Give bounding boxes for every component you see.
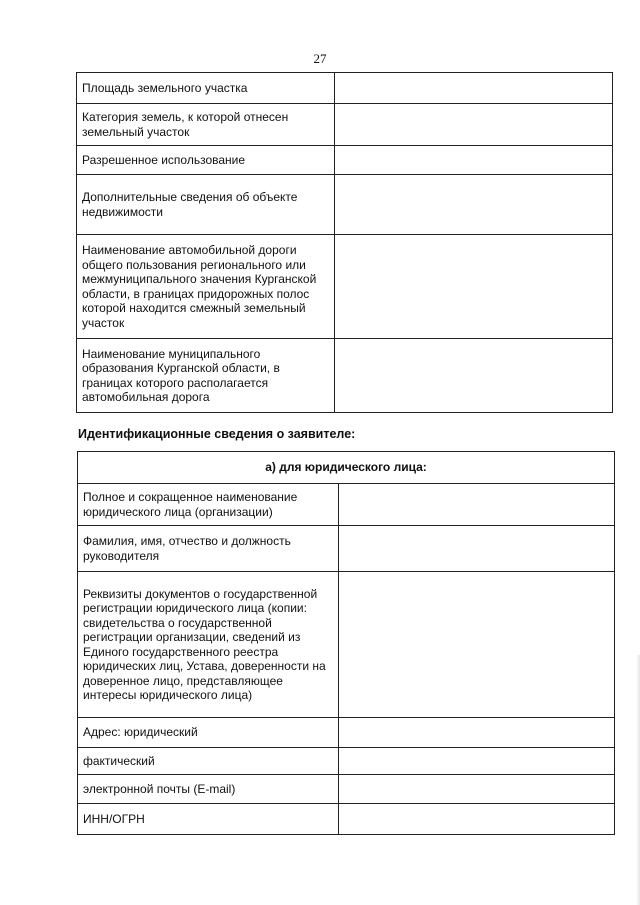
table-row (77, 146, 613, 175)
table-row (78, 572, 615, 718)
table-row (78, 526, 615, 572)
table-row (77, 73, 613, 104)
field-value-registration-docs[interactable] (339, 572, 615, 718)
field-label-permitted-use: Разрешенное использование (77, 146, 335, 175)
page-number: 27 (313, 51, 327, 66)
property-info-table (76, 72, 613, 413)
table-row (78, 718, 615, 748)
applicant-section-heading: Идентификационные сведения о заявителе: (78, 427, 356, 441)
field-label-org-name: Полное и сокращенное наименование юридического лица (организации) (78, 484, 339, 526)
field-label-director: Фамилия, имя, отчество и должность руководителя (78, 526, 339, 572)
applicant-info-table (77, 451, 615, 835)
legal-entity-subheader: а) для юридического лица: (78, 452, 615, 484)
field-value-municipality[interactable] (335, 339, 613, 413)
field-label-land-category: Категория земель, к которой отнесен земельный участок (77, 104, 335, 146)
field-value-actual-address[interactable] (339, 748, 615, 775)
table-row (77, 235, 613, 339)
field-value-land-category[interactable] (335, 104, 613, 146)
field-label-legal-address: Адрес: юридический (78, 718, 339, 748)
table-row (77, 104, 613, 146)
field-value-additional-info[interactable] (335, 175, 613, 235)
field-value-road-name[interactable] (335, 235, 613, 339)
field-label-road-name: Наименование автомобильной дороги общего пользования регионального или межмуниципального значения Курганской области, в границах придорожных полос которой находится смежный земельный участок (77, 235, 335, 339)
table-row (78, 452, 615, 484)
table-row (78, 748, 615, 775)
field-value-org-name[interactable] (339, 484, 615, 526)
field-label-actual-address: фактический (78, 748, 339, 775)
field-label-inn-ogrn: ИНН/ОГРН (78, 804, 339, 835)
field-value-land-area[interactable] (335, 73, 613, 104)
field-value-inn-ogrn[interactable] (339, 804, 615, 835)
scan-edge-shadow (636, 655, 640, 905)
table-row (77, 339, 613, 413)
field-label-registration-docs: Реквизиты документов о государственной регистрации юридического лица (копии: свидетельства о государственной регистрации организации, сведений из Единого государственного реестра юридических лиц, Устава, доверенности на доверенное лицо, представляющее интересы юридического лица) (78, 572, 339, 718)
field-value-director[interactable] (339, 526, 615, 572)
field-value-email[interactable] (339, 775, 615, 804)
field-label-additional-info: Дополнительные сведения об объекте недвижимости (77, 175, 335, 235)
field-value-permitted-use[interactable] (335, 146, 613, 175)
field-label-email: электронной почты (E-mail) (78, 775, 339, 804)
table-row (78, 804, 615, 835)
field-label-land-area: Площадь земельного участка (77, 73, 335, 104)
table-row (77, 175, 613, 235)
field-label-municipality: Наименование муниципального образования Курганской области, в границах которого располагается автомобильная дорога (77, 339, 335, 413)
table-row (78, 484, 615, 526)
field-value-legal-address[interactable] (339, 718, 615, 748)
table-row (78, 775, 615, 804)
